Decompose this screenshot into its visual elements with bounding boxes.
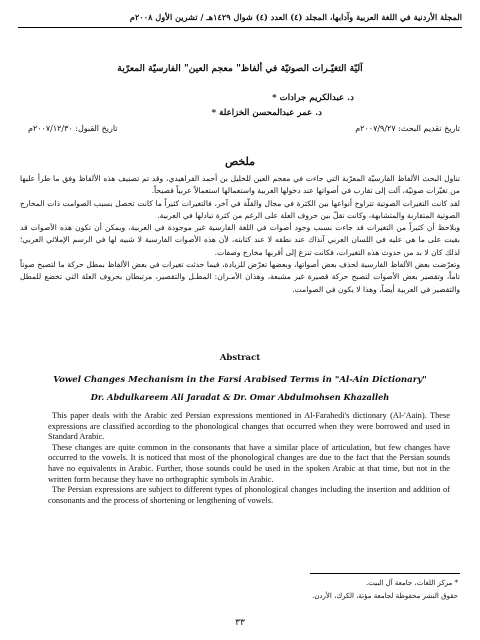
abstract-english-paragraph: This paper deals with the Arabic zed Persian expressions mentioned in Al-Farahedi's dictionary (Al-'Aain). These expressions are classified according to the phonological changes that occurred when they were borrowed and used in Standard Arabic. — [48, 411, 450, 442]
abstract-arabic-paragraph: تناول البحث الألفاظ الفارسيّة المعرّبة التي جاءت في معجم العين للخليل بن أحمد الفراهيدي، وقد تم تصنيف هذه الألفاظ وفق ما طرأ عليها من تغيّرات صوتيّة، آلت إلى تقارب في أصواتها عند دخولها العربية واستعمالها استعمالاً عربياً فصيحاً. — [20, 174, 460, 196]
abstract-english-paragraph: These changes are quite common in the consonants that have a similar place of articulation, but few changes have occurred to the vowels. It is noticed that most of the phonological changes are due to the fact that the Persian sounds have no equivalents in Arabic. Further, those sounds could be used in the spoken Arabic at that time, but not in the written form because they have no orthographic symbols in Arabic. — [48, 442, 450, 484]
author-1-arabic: د. عبدالكريم جرادات * — [272, 93, 354, 103]
footnote-copyright: حقوق النشر محفوظة لجامعة مؤتة، الكرك، الأردن. — [312, 592, 458, 600]
acceptance-date: تاريخ القبول: ٢٠٠٧/١٢/٣٠م — [28, 124, 118, 133]
abstract-arabic-paragraph: ويلاحظ أن كثيراً من التغيرات قد جاءت بسبب وجود أصوات في اللغة الفارسية غير موجودة في العربية، ويمكن أن تكون هذه الأصوات قد بقيت على ما هي عليه في اللسان العربي آنذاك عند نطقه لا عند كتابته، لأن هذه الأصوات الفارسية لا شبيه لها في الرسم الإملائي العربي؛ لذلك كان لا بد من حدوث هذه التغيرات، فكانت تنزع إلى أقربها مخارج وصفات. — [20, 223, 460, 257]
running-header: المجلة الأردنية في اللغة العربية وآدابها، المجلد (٤) العدد (٤) شوال ١٤٢٩هـ / تشرين الأول ٢٠٠٨م — [129, 12, 462, 22]
abstract-english-paragraph: The Persian expressions are subject to different types of phonological changes including the insertion and addition of consonants and the process of shortening or lengthening of vowels. — [48, 485, 450, 505]
article-title-english: Vowel Changes Mechanism in the Farsi Arabised Terms in "Al-Ain Dictionary" — [53, 375, 427, 385]
abstract-arabic-paragraph: وتعرّضت بعض الألفاظ الفارسية لحذف بعض أصواتها، وبعضها تعرّض للزيادة، فيما حدثت تغيرات في بعض الألفاظ بمطل حركة ما لتصبح صوتاً تاماً، وتقصير بعض الأصوات لتصبح حركة قصيرة غير مشبعة، وهذان الأمـران: المطـل والتقصير، مرتبطان بحروف العلة التي تخضع للمطل والتقصير في العربية أيضاً، وهذا لا يكون في الصوامت. — [20, 260, 460, 294]
page-number: ٣٣ — [235, 618, 245, 628]
abstract-heading-english: Abstract — [219, 353, 261, 363]
abstract-heading-arabic: ملخص — [224, 155, 256, 168]
article-title-arabic: آليّة التغيّـرات الصوتيّة في ألفاظ" معجم العين" الفارسيّة المعرّبة — [117, 63, 363, 74]
abstract-body-arabic — [20, 173, 460, 296]
footnote-affiliation: * مركز اللغات، جامعة آل البيت. — [366, 579, 458, 587]
footnote-rule — [310, 573, 460, 574]
author-2-arabic: د. عمر عبدالمحسن الخزاعلة * — [211, 108, 322, 118]
authors-english: Dr. Abdulkareem Ali Jaradat & Dr. Omar Abdulmohsen Khazalleh — [90, 392, 390, 402]
abstract-arabic-paragraph: لقد كانت التغيرات الصوتية تتراوح أنواعها بين الكثرة في مجال والقلّة في آخر، فالتغيرات كثيراً ما كانت تحصل بسبب الصوامت ذات المخارج الصوتية المتقاربة والمتشابهة، وكانت تقلّ بين حروف العلة على الرغم من كثرة تبادلها في العربية. — [20, 198, 460, 220]
submission-date: تاريخ تقديم البحث: ٢٠٠٧/٩/٢٧م — [355, 124, 460, 133]
abstract-body-english — [48, 411, 450, 506]
header-rule — [18, 27, 462, 28]
